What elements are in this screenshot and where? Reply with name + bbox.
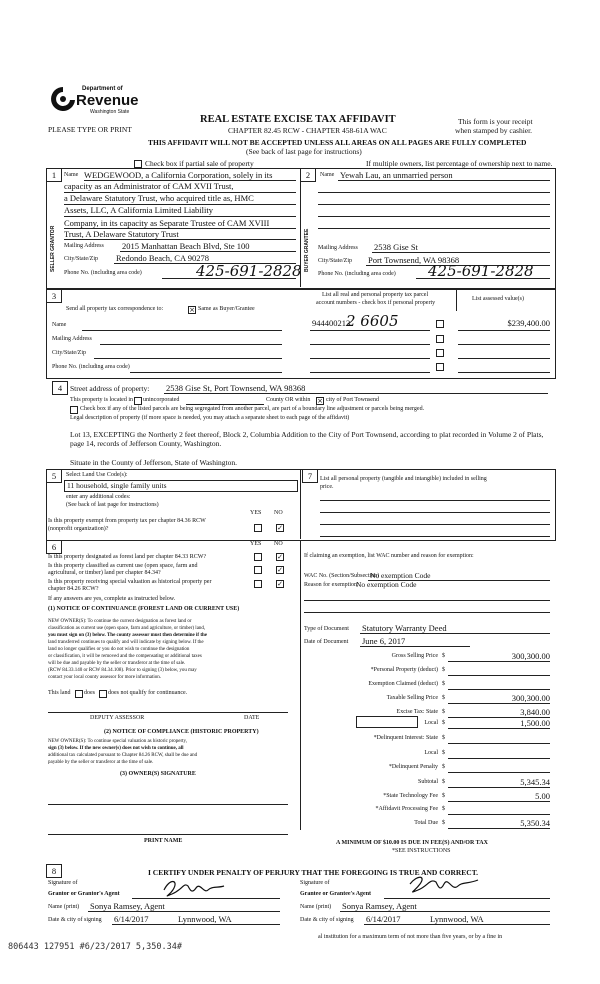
calc-dollar: $ — [442, 764, 445, 770]
grantee-date-label: Date & city of signing — [300, 917, 354, 923]
seller-name-line: Trust, A Delaware Statutory Trust — [64, 229, 179, 239]
legal-description-text[interactable]: Lot 13, EXCEPTING the Northerly 2 feet thereof, Block 2, Columbia Addition to the City of Port Townsend, according to plat recorded in Volume 2 of Plats, page 14, records of Jefferson County, Washington. — [70, 430, 544, 448]
excise-tax-state[interactable]: 3,840.00 — [520, 707, 550, 717]
parcel-number[interactable]: 944400213 — [312, 318, 351, 328]
type-print-note: PLEASE TYPE OR PRINT — [48, 125, 132, 134]
exempt-yes-checkbox[interactable] — [254, 524, 262, 532]
calc-label: Exemption Claimed (deduct) — [368, 681, 438, 687]
personal-property-checkbox[interactable] — [436, 320, 444, 328]
partial-sale-checkbox[interactable] — [134, 160, 142, 168]
land-use-select[interactable]: 11 household, single family units — [64, 480, 298, 492]
unincorporated-checkbox[interactable] — [134, 397, 142, 405]
segregated-checkbox[interactable] — [70, 406, 78, 414]
form-chapter: CHAPTER 82.45 RCW - CHAPTER 458-61A WAC — [228, 126, 387, 135]
calc-dollar: $ — [442, 820, 445, 826]
does-not-qualify-checkbox[interactable] — [99, 690, 107, 698]
current-use-no-checkbox[interactable]: ✓ — [277, 566, 283, 574]
buyer-mailing-label: Mailing Address — [318, 245, 358, 251]
document-date-value[interactable]: June 6, 2017 — [362, 636, 406, 646]
buyer-phone-label: Phone No. (including area code) — [318, 271, 396, 277]
notice-line: land no longer qualifies or you do not wish to continue the designation — [48, 647, 190, 652]
grantee-city[interactable]: Lynnwood, WA — [430, 914, 484, 924]
calc-dollar: $ — [442, 667, 445, 673]
yes-header: YES — [250, 510, 262, 516]
local-rate-box[interactable] — [356, 716, 418, 728]
personal-property-list-label-2: price. — [320, 484, 334, 490]
seller-city-label: City/State/Zip — [64, 256, 98, 262]
forest-yes-checkbox[interactable] — [254, 553, 262, 561]
grantor-date-label: Date & city of signing — [48, 917, 102, 923]
county-or-label: County OR within — [266, 397, 311, 403]
grantee-signature — [404, 872, 484, 898]
list-parcels-label-2: account numbers - check box if personal property — [316, 300, 436, 306]
grantor-name-print[interactable]: Sonya Ramsey, Agent — [90, 901, 165, 911]
historic-question-1: Is this property receiving special valuation as historical property per — [48, 579, 212, 585]
personal-property-list-label-1: List all personal property (tangible and intangible) included in selling — [320, 476, 487, 482]
notice-line: contact your local county assessor for more information. — [48, 675, 162, 680]
claim-exemption-label: If claiming an exemption, list WAC number and reason for exemption: — [304, 553, 474, 559]
notice-line: will be due and payable by the seller or transferor at the time of sale. — [48, 661, 186, 666]
current-use-question-2: agricultural, or timber) land per chapter 84.34? — [48, 570, 161, 576]
does-qualify-checkbox[interactable] — [75, 690, 83, 698]
calc-dollar: $ — [442, 681, 445, 687]
notice-line: classification as current use (open space, farm and agriculture, or timber) land, — [48, 626, 206, 631]
correspondence-city-label: City/State/Zip — [52, 350, 86, 356]
historic-question-2: chapter 84.26 RCW? — [48, 586, 99, 592]
additional-codes-label: enter any additional codes: — [66, 494, 131, 500]
receipt-note-2: when stamped by cashier. — [455, 126, 533, 135]
notice-compliance-title: (2) NOTICE OF COMPLIANCE (HISTORIC PROPERTY) — [104, 729, 259, 735]
logo-line3: Washington State — [90, 109, 130, 115]
calc-label: Subtotal — [417, 779, 438, 785]
dor-swoosh-icon — [48, 84, 78, 114]
grantor-signature — [160, 876, 230, 900]
seller-city-value[interactable]: Redondo Beach, CA 90278 — [116, 253, 210, 263]
land-use-see-back: (See back of last page for instructions) — [66, 502, 159, 508]
no-header: NO — [274, 541, 283, 547]
calc-label: Taxable Selling Price — [386, 695, 438, 701]
section-1-number: 1 — [46, 168, 62, 182]
section-7-number: 7 — [302, 469, 318, 483]
see-back-note: (See back of last page for instructions) — [246, 147, 362, 156]
calc-label: *State Technology Fee — [383, 793, 438, 799]
city-of-label: city of Port Townsend — [326, 397, 379, 403]
owner-signature-label: (3) OWNER(S) SIGNATURE — [120, 771, 196, 777]
seller-name-line: a Delaware Statutory Trust, who acquired title as, HMC — [64, 193, 254, 203]
calc-label: Excise Tax: State — [396, 709, 438, 715]
send-correspondence-label: Send all property tax correspondence to: — [66, 306, 164, 312]
minimum-fee-note: A MINIMUM OF $10.00 IS DUE IN FEE(S) AND/OR TAX — [336, 840, 488, 846]
if-yes-note: If any answers are yes, complete as instructed below. — [48, 596, 176, 602]
reason-exemption-label: Reason for exemption: — [304, 582, 359, 588]
calc-dollar: $ — [442, 709, 445, 715]
buyer-city-label: City/State/Zip — [318, 258, 352, 264]
assessed-value[interactable]: $239,400.00 — [507, 318, 550, 328]
see-instructions-note: *SEE INSTRUCTIONS — [392, 848, 451, 854]
grantee-name-print-label: Name (print) — [300, 904, 332, 910]
gross-selling-price[interactable]: 300,300.00 — [511, 651, 550, 661]
seller-mailing-label: Mailing Address — [64, 243, 104, 249]
buyer-mailing-value[interactable]: 2538 Gise St — [374, 242, 418, 252]
calc-label: *Delinquent Interest: State — [373, 735, 438, 741]
notice-line: (RCW 84.33.140 or RCW 84.34.108). Prior to signing (3) below, you may — [48, 668, 197, 673]
calc-label: *Personal Property (deduct) — [370, 667, 438, 673]
personal-property-checkbox[interactable] — [436, 335, 444, 343]
seller-phone-label: Phone No. (including area code) — [64, 270, 142, 276]
state-technology-fee[interactable]: 5.00 — [535, 791, 550, 801]
seller-name-label: Name — [64, 172, 79, 178]
grantee-name-print[interactable]: Sonya Ramsey, Agent — [342, 901, 417, 911]
seller-mailing-value[interactable]: 2015 Manhattan Beach Blvd, Ste 100 — [122, 241, 250, 251]
personal-property-checkbox[interactable] — [436, 363, 444, 371]
logo-line1: Department of — [82, 86, 123, 92]
seller-name-line: WEDGEWOOD, a California Corporation, solely in its — [84, 170, 273, 180]
notice-line: you must sign on (3) below. The county assessor must then determine if the — [48, 633, 207, 638]
grantor-name-print-label: Name (print) — [48, 904, 80, 910]
seller-name-line: Assets, LLC, A California Limited Liability — [64, 205, 213, 215]
notice-line: NEW OWNER(S): To continue the current designation as forest land or — [48, 619, 192, 624]
yes-header: YES — [250, 541, 262, 547]
buyer-phone-value[interactable]: 425-691-2828 — [428, 262, 534, 280]
section-2-number: 2 — [300, 168, 316, 182]
wac-number-value[interactable]: No exemption Code — [370, 571, 431, 580]
seller-name-line: capacity as an Administrator of CAM XVII Trust, — [64, 181, 234, 191]
forest-no-checkbox[interactable]: ✓ — [277, 553, 283, 561]
assessed-value-label: List assessed value(s) — [472, 296, 524, 302]
calc-label: *Affidavit Processing Fee — [375, 806, 438, 812]
calc-label: Local — [424, 720, 438, 726]
calc-label: Local — [424, 750, 438, 756]
total-due[interactable]: 5,350.34 — [520, 818, 550, 828]
buyer-city-value[interactable]: Port Townsend, WA 98368 — [368, 255, 460, 265]
notice-line: sign (3) below. If the new owner(s) does not wish to continue, all — [48, 746, 184, 751]
historic-yes-checkbox[interactable] — [254, 580, 262, 588]
no-header: NO — [274, 510, 283, 516]
list-parcels-label-1: List all real and personal property tax parcel — [322, 292, 429, 298]
excise-tax-local[interactable]: 1,500.00 — [520, 718, 550, 728]
form-title: REAL ESTATE EXCISE TAX AFFIDAVIT — [200, 114, 396, 125]
segregated-label: Check box if any of the listed parcels are being segregated from another parcel, are part of a boundary line adjustment or parcels being merged. — [80, 406, 425, 412]
historic-no-checkbox[interactable]: ✓ — [277, 580, 283, 588]
seller-phone-value[interactable]: 425-691-2828 — [196, 262, 302, 280]
section-4-number: 4 — [52, 381, 68, 395]
cashier-stamp: 806443 127951 #6/23/2017 5,350.34# — [8, 942, 182, 952]
forest-land-question: Is this property designated as forest land per chapter 84.33 RCW? — [48, 554, 207, 560]
exempt-no-checkbox[interactable]: ✓ — [277, 524, 283, 532]
buyer-name-value[interactable]: Yewah Lau, an unmarried person — [340, 170, 453, 180]
calc-dollar: $ — [442, 779, 445, 785]
perjury-note: al institution for a maximum term of not more than five years, or by a fine in — [318, 934, 503, 940]
calc-dollar: $ — [442, 653, 445, 659]
correspondence-mailing-label: Mailing Address — [52, 336, 92, 342]
legal-description-label: Legal description of property (if more space is needed, you may attach a separate sheet to each page of the affidavit) — [70, 415, 350, 421]
located-in-label: This property is located in — [70, 397, 133, 403]
seller-name-line: Company, in its capacity as Separate Trustee of CAM XVIII — [64, 218, 270, 228]
same-as-buyer-checkbox[interactable]: × — [189, 306, 195, 314]
calc-dollar: $ — [442, 793, 445, 799]
grantee-date[interactable]: 6/14/2017 — [366, 914, 401, 924]
correspondence-phone-label: Phone No. (including area code) — [52, 364, 130, 370]
multiple-owners-note: If multiple owners, list percentage of ownership next to name. — [366, 159, 553, 168]
same-as-buyer-label: Same as Buyer/Grantee — [198, 306, 255, 312]
deputy-assessor-label: DEPUTY ASSESSOR — [90, 715, 145, 721]
calc-label: *Delinquent Penalty — [388, 764, 438, 770]
unincorporated-label: unincorporated — [143, 397, 180, 403]
buyer-grantee-label: BUYER GRANTEE — [304, 228, 310, 272]
grantee-agent-label: Grantee or Grantee's Agent — [300, 891, 372, 897]
certify-statement: I CERTIFY UNDER PENALTY OF PERJURY THAT THE FOREGOING IS TRUE AND CORRECT. — [148, 868, 479, 877]
receipt-note-1: This form is your receipt — [458, 117, 533, 126]
document-type-label: Type of Document — [304, 626, 349, 632]
notice-line: or classification, it will be removed and the compensating or additional taxes — [48, 654, 202, 659]
notice-line: additional tax calculated pursuant to Chapter 84.26 RCW, shall be due and — [48, 753, 198, 758]
current-use-yes-checkbox[interactable] — [254, 566, 262, 574]
calc-label: Total Due — [414, 820, 438, 826]
grantor-signature-of: Signature of — [48, 880, 78, 886]
calc-dollar: $ — [442, 806, 445, 812]
grantee-signature-of: Signature of — [300, 880, 330, 886]
parcel-handwritten: 2 6605 — [346, 312, 399, 330]
grantor-date[interactable]: 6/14/2017 — [114, 914, 149, 924]
does-not-label: does not qualify for continuance. — [108, 690, 188, 696]
seller-grantor-label: SELLER GRANTOR — [50, 225, 56, 272]
section-8-number: 8 — [46, 864, 62, 878]
grantor-agent-label: Grantor or Grantor's Agent — [48, 891, 120, 897]
warning-text: THIS AFFIDAVIT WILL NOT BE ACCEPTED UNLESS ALL AREAS ON ALL PAGES ARE FULLY COMPLETED — [148, 138, 527, 147]
street-address-value[interactable]: 2538 Gise St, Port Townsend, WA 98368 — [166, 383, 306, 393]
document-type-value[interactable]: Statutory Warranty Deed — [362, 623, 447, 633]
calc-dollar: $ — [442, 720, 445, 726]
notice-line: land transferred continues to qualify and will indicate by signing below. If the — [48, 640, 204, 645]
current-use-question-1: Is this property classified as current use (open space, farm and — [48, 563, 198, 569]
calc-dollar: $ — [442, 735, 445, 741]
situate-text: Situate in the County of Jefferson, State of Washington. — [70, 458, 238, 467]
section-3-number: 3 — [46, 289, 62, 303]
notice-line: NEW OWNER(S): To continue special valuation as historic property, — [48, 739, 187, 744]
calc-dollar: $ — [442, 750, 445, 756]
buyer-name-label: Name — [320, 172, 335, 178]
document-date-label: Date of Document — [304, 639, 349, 645]
calc-dollar: $ — [442, 695, 445, 701]
reason-exemption-value[interactable]: No exemption Code — [356, 580, 417, 589]
section-5-number: 5 — [46, 469, 62, 483]
correspondence-name-label: Name — [52, 322, 67, 328]
notice-line: payable by the seller or transferor at the time of sale. — [48, 760, 154, 765]
exempt-question-2: (nonprofit organization)? — [48, 526, 109, 532]
street-address-label: Street address of property: — [70, 384, 150, 393]
deputy-date-label: DATE — [244, 715, 260, 721]
taxable-selling-price[interactable]: 300,300.00 — [511, 693, 550, 703]
grantor-city[interactable]: Lynnwood, WA — [178, 914, 232, 924]
dor-logo — [48, 84, 139, 116]
partial-sale-label: Check box if partial sale of property — [145, 159, 254, 168]
notice-continuance-title: (1) NOTICE OF CONTINUANCE (FOREST LAND OR CURRENT USE) — [48, 606, 240, 612]
within-city-checkbox[interactable]: × — [317, 397, 323, 405]
section-6-number: 6 — [46, 540, 62, 554]
exempt-question-1: Is this property exempt from property tax per chapter 84.36 RCW — [48, 518, 206, 524]
this-land-label: This land — [48, 690, 71, 696]
logo-line2: Revenue — [76, 92, 139, 109]
does-label: does — [84, 690, 95, 696]
wac-number-label: WAC No. (Section/Subsection) — [304, 573, 380, 579]
personal-property-checkbox[interactable] — [436, 349, 444, 357]
print-name-label: PRINT NAME — [144, 838, 183, 844]
land-use-label: Select Land Use Code(s): — [66, 472, 128, 478]
subtotal[interactable]: 5,345.34 — [520, 777, 550, 787]
calc-label: Gross Selling Price — [391, 653, 438, 659]
